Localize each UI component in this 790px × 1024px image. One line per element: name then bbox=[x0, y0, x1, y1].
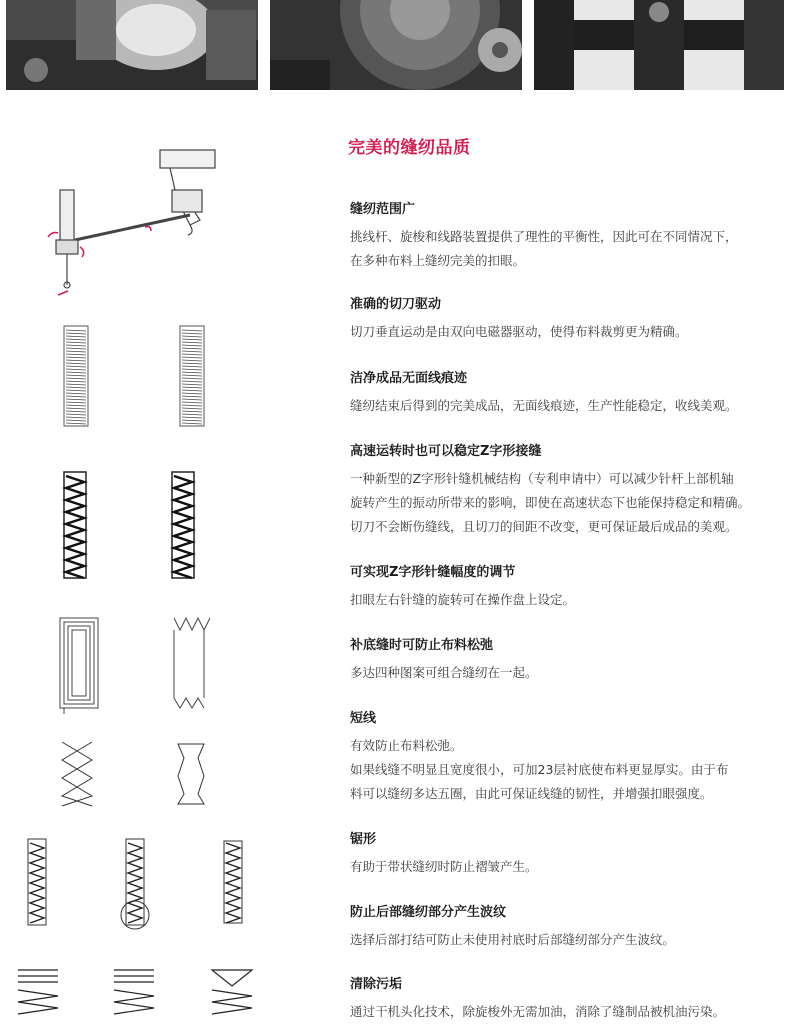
feature-zigzag-adjust bbox=[350, 564, 780, 612]
feature-text: 扣眼左右针缝的旋转可在操作盘上设定。 bbox=[350, 592, 576, 607]
feature-text: 一种新型的Z字形针缝机械结构（专利申请中）可以减少针杆上部机轴 bbox=[350, 471, 734, 486]
feature-text: 如果线缝不明显且宽度很小，可加23层衬底使布料更显厚实。由于布 bbox=[350, 762, 729, 777]
feature-wide-range bbox=[350, 201, 780, 273]
feature-text: 有助于带状缝纫时防止褶皱产生。 bbox=[350, 859, 538, 874]
stitch-pattern-clean bbox=[58, 322, 218, 430]
feature-text: 选择后部打结可防止未使用衬底时后部缝纫部分产生波纹。 bbox=[350, 932, 676, 947]
machine-photo-looper bbox=[6, 0, 258, 90]
stitch-pattern-short bbox=[58, 740, 218, 810]
feature-heading: 高速运转时也可以稳定Z字形接缝 bbox=[350, 444, 542, 459]
stitch-pattern-tack bbox=[14, 966, 254, 1018]
feature-cutter-drive bbox=[350, 296, 780, 344]
feature-text: 切刀垂直运动是由双向电磁器驱动，使得布料裁剪更为精确。 bbox=[350, 324, 688, 339]
feature-zigzag-stable bbox=[350, 443, 780, 539]
feature-text: 切刀不会断伤缝线，且切刀的间距不改变，更可保证最后成品的美观。 bbox=[350, 519, 738, 534]
feature-text: 挑线杆、旋梭和线路装置提供了理性的平衡性，因此可在不同情况下， bbox=[350, 229, 738, 244]
section-title: 完美的缝纫品质 bbox=[348, 138, 471, 158]
thread-mechanism-diagram bbox=[40, 145, 230, 305]
feature-text: 有效防止布料松弛。 bbox=[350, 738, 463, 753]
feature-heading: 补底缝时可防止布料松弛 bbox=[350, 638, 494, 653]
feature-underlay bbox=[350, 637, 780, 685]
feature-text: 通过干机头化技术，除旋梭外无需加油，消除了缝制品被机油污染。 bbox=[350, 1004, 726, 1019]
machine-photo-gears bbox=[270, 0, 522, 90]
feature-heading: 洁净成品无面线痕迹 bbox=[350, 371, 468, 386]
stitch-pattern-zigzag bbox=[58, 470, 218, 580]
feature-sawtooth bbox=[350, 831, 780, 879]
feature-heading: 准确的切刀驱动 bbox=[350, 297, 442, 312]
feature-anti-ripple bbox=[350, 904, 780, 952]
stitch-pattern-sawtooth bbox=[22, 835, 252, 935]
machine-photo-arm bbox=[534, 0, 784, 90]
feature-heading: 锯形 bbox=[350, 832, 377, 847]
feature-short-thread bbox=[350, 710, 780, 806]
feature-text: 在多种布料上缝纫完美的扣眼。 bbox=[350, 253, 526, 268]
feature-heading: 可实现Z字形针缝幅度的调节 bbox=[350, 565, 516, 580]
feature-heading: 防止后部缝纫部分产生波纹 bbox=[350, 905, 507, 920]
feature-text: 料可以缝纫多达五圈，由此可保证线缝的韧性，并增强扣眼强度。 bbox=[350, 786, 713, 801]
feature-clean-oil bbox=[350, 976, 780, 1024]
feature-heading: 短线 bbox=[350, 711, 377, 726]
feature-clean-finish bbox=[350, 370, 780, 418]
feature-heading: 缝纫范围广 bbox=[350, 202, 416, 217]
stitch-pattern-underlay bbox=[58, 614, 218, 714]
feature-text: 旋转产生的振动所带来的影响，即使在高速状态下也能保持稳定和精确。 bbox=[350, 495, 751, 510]
feature-heading: 清除污垢 bbox=[350, 977, 403, 992]
feature-text: 缝纫结束后得到的完美成品，无面线痕迹，生产性能稳定，收线美观。 bbox=[350, 398, 738, 413]
feature-text: 多达四种图案可组合缝纫在一起。 bbox=[350, 665, 538, 680]
